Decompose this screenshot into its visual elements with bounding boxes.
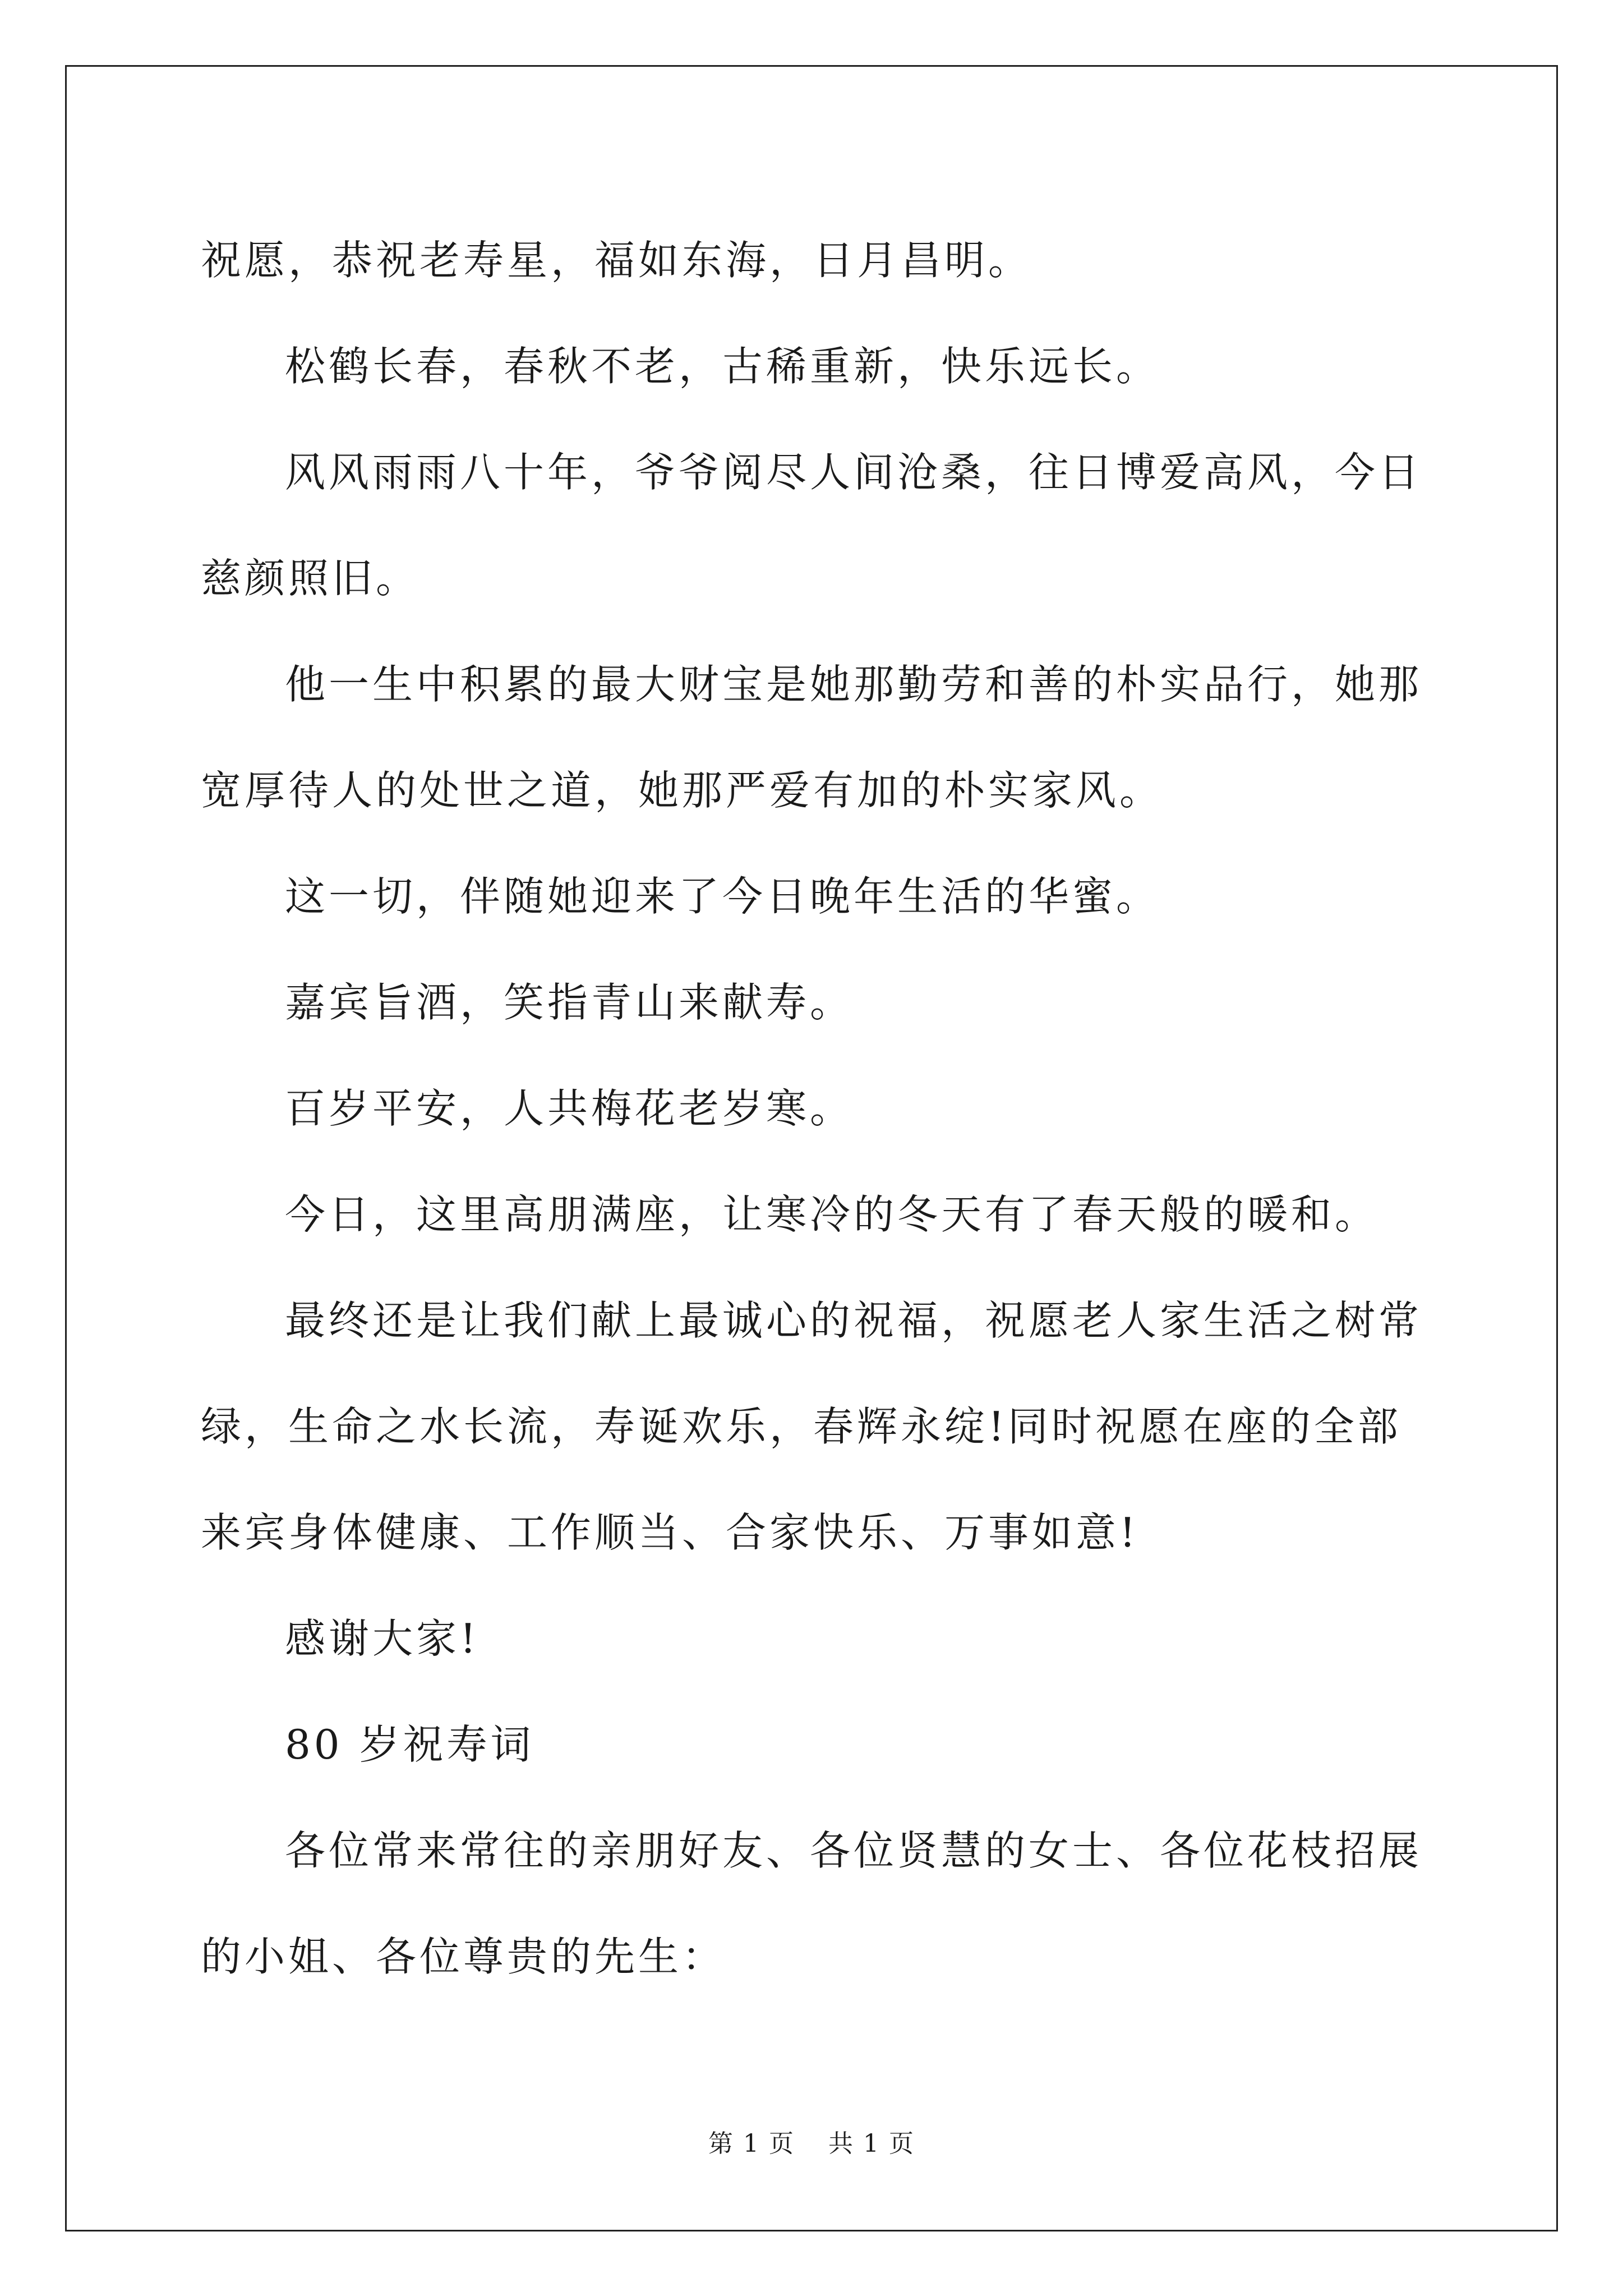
- page-total: 共 1 页: [828, 2129, 915, 2158]
- paragraph: 他一生中积累的最大财宝是她那勤劳和善的朴实品行，她那宽厚待人的处世之道，她那严爱有加的朴实家风。: [201, 661, 1423, 814]
- paragraph: 这一切，伴随她迎来了今日晚年生活的华蜜。: [285, 873, 1160, 920]
- paragraph: 松鹤长春，春秋不老，古稀重新，快乐远长。: [285, 343, 1160, 390]
- paragraph: 百岁平安，人共梅花老岁寒。: [285, 1085, 854, 1132]
- paragraph: 感谢大家!: [285, 1615, 479, 1662]
- paragraph: 祝愿，恭祝老寿星，福如东海，日月昌明。: [201, 237, 1032, 284]
- document-body: [201, 208, 1435, 2010]
- paragraph: 嘉宾旨酒，笑指青山来献寿。: [285, 979, 854, 1026]
- page-number: 第 1 页: [708, 2129, 795, 2158]
- section-heading: 80 岁祝寿词: [285, 1721, 534, 1768]
- paragraph: 今日，这里高朋满座，让寒冷的冬天有了春天般的暖和。: [285, 1191, 1379, 1238]
- paragraph: 风风雨雨八十年，爷爷阅尽人间沧桑，往日博爱高风，今日慈颜照旧。: [201, 449, 1423, 602]
- paragraph: 最终还是让我们献上最诚心的祝福，祝愿老人家生活之树常绿，生命之水长流，寿诞欢乐，春辉永绽!同时祝愿在座的全部来宾身体健康、工作顺当、合家快乐、万事如意!: [201, 1297, 1423, 1556]
- page-footer: [0, 2127, 1623, 2161]
- paragraph: 各位常来常往的亲朋好友、各位贤慧的女士、各位花枝招展的小姐、各位尊贵的先生：: [201, 1827, 1423, 1980]
